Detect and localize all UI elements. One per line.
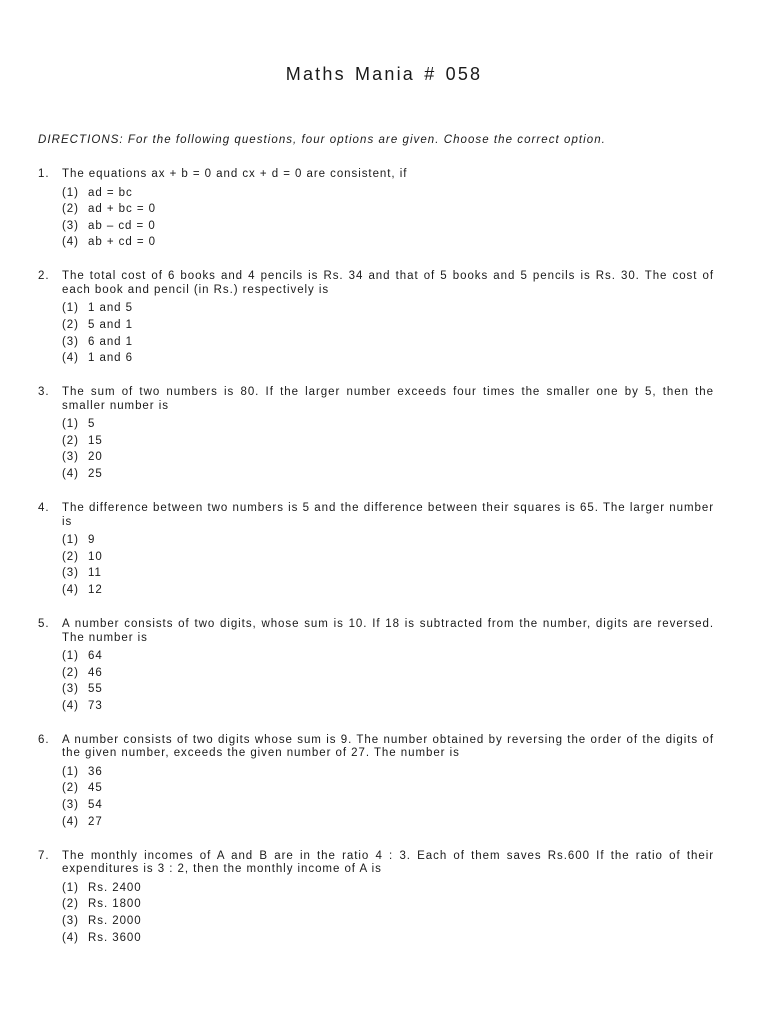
- answer-option: [62, 350, 714, 367]
- option-label: (2): [62, 550, 79, 563]
- option-label: (4): [62, 583, 79, 596]
- option-label: (4): [62, 352, 79, 365]
- option-text: Rs. 3600: [88, 931, 142, 944]
- option-text: Rs. 2000: [88, 914, 142, 927]
- answer-option: [62, 466, 714, 483]
- option-text: 25: [88, 468, 103, 481]
- option-text: 11: [88, 567, 102, 580]
- option-label: (2): [62, 318, 79, 331]
- option-text: ab + cd = 0: [88, 236, 156, 249]
- question-number: 3.: [38, 386, 50, 399]
- answer-option: [62, 880, 714, 897]
- answer-option: [62, 300, 714, 317]
- question-number: 4.: [38, 502, 50, 515]
- answer-option: [62, 896, 714, 913]
- question-number: 5.: [38, 618, 50, 630]
- answer-option: [62, 814, 714, 831]
- option-text: 1 and 6: [88, 352, 134, 365]
- option-text: 54: [88, 799, 103, 812]
- answer-option: [62, 764, 714, 781]
- answer-option: [62, 648, 714, 665]
- question-item: [38, 850, 714, 946]
- option-label: (1): [62, 765, 79, 778]
- option-label: (1): [62, 302, 79, 315]
- answer-option: [62, 681, 714, 698]
- answer-option: [62, 665, 714, 682]
- answer-option: [62, 780, 714, 797]
- option-text: 55: [88, 683, 103, 696]
- answer-option: [62, 201, 714, 218]
- option-text: 45: [88, 782, 103, 795]
- option-list: [62, 185, 714, 251]
- directions-text: DIRECTIONS: For the following questions, four options are given. Choose the correct option.: [38, 134, 606, 146]
- answer-option: [62, 532, 714, 549]
- question-item: [38, 270, 714, 366]
- option-label: (1): [62, 881, 79, 894]
- answer-option: [62, 317, 714, 334]
- question-item: [38, 386, 714, 482]
- question-item: [38, 618, 714, 714]
- option-text: Rs. 1800: [88, 898, 142, 911]
- answer-option: [62, 449, 714, 466]
- answer-option: [62, 185, 714, 202]
- page-title: Maths Mania # 058: [285, 64, 483, 84]
- option-label: (2): [62, 666, 79, 679]
- option-list: [62, 880, 714, 946]
- option-label: (1): [62, 650, 79, 662]
- option-label: (1): [62, 186, 79, 199]
- option-list: [62, 648, 714, 714]
- option-label: (3): [62, 799, 79, 812]
- option-text: 46: [88, 666, 103, 679]
- question-text: A number consists of two digits whose sum is 9. The number obtained by reversing the order of the digits of the given number, exceeds the given number of 27. The number is: [62, 733, 714, 760]
- answer-option: [62, 334, 714, 351]
- option-label: (2): [62, 898, 79, 911]
- answer-option: [62, 234, 714, 251]
- option-list: [62, 416, 714, 482]
- question-item: [38, 168, 714, 251]
- question-list: [38, 168, 714, 966]
- option-text: ad = bc: [88, 186, 133, 199]
- option-text: 73: [88, 699, 103, 712]
- option-text: 10: [88, 550, 103, 563]
- option-label: (2): [62, 203, 79, 216]
- option-text: Rs. 2400: [88, 881, 142, 894]
- question-item: [38, 502, 714, 598]
- option-text: ad + bc = 0: [88, 203, 156, 216]
- option-label: (3): [62, 683, 79, 696]
- option-text: 20: [88, 451, 103, 464]
- option-text: 5: [88, 418, 96, 431]
- answer-option: [62, 913, 714, 930]
- question-text: The total cost of 6 books and 4 pencils is Rs. 34 and that of 5 books and 5 pencils is Rs. 30. The cost of each book and pencil (in Rs.) respectively is: [62, 270, 714, 296]
- option-list: [62, 532, 714, 598]
- option-label: (4): [62, 468, 79, 481]
- answer-option: [62, 433, 714, 450]
- option-label: (2): [62, 782, 79, 795]
- answer-option: [62, 549, 714, 566]
- option-label: (4): [62, 236, 79, 249]
- question-number: 2.: [38, 270, 50, 283]
- option-text: 12: [88, 583, 103, 596]
- question-text: The equations ax + b = 0 and cx + d = 0 are consistent, if: [62, 168, 408, 180]
- option-label: (4): [62, 699, 79, 712]
- option-label: (4): [62, 815, 79, 828]
- option-label: (3): [62, 451, 79, 464]
- answer-option: [62, 930, 714, 947]
- question-number: 6.: [38, 733, 50, 746]
- answer-option: [62, 218, 714, 235]
- option-list: [62, 300, 714, 366]
- option-list: [62, 764, 714, 830]
- option-text: 15: [88, 434, 103, 447]
- answer-option: [62, 797, 714, 814]
- answer-option: [62, 416, 714, 433]
- option-label: (1): [62, 418, 79, 431]
- question-number: 1.: [38, 168, 50, 180]
- option-label: (2): [62, 434, 79, 447]
- option-text: 36: [88, 765, 103, 778]
- option-label: (4): [62, 931, 79, 944]
- question-number: 7.: [38, 849, 50, 862]
- option-label: (3): [62, 914, 79, 927]
- option-text: 64: [88, 650, 103, 662]
- question-text: The sum of two numbers is 80. If the larger number exceeds four times the smaller one by 5, then the smaller number is: [62, 386, 714, 412]
- option-label: (1): [62, 534, 79, 547]
- question-text: The difference between two numbers is 5 and the difference between their squares is 65. The larger number is: [62, 502, 714, 528]
- answer-option: [62, 582, 714, 599]
- option-text: 9: [88, 534, 96, 547]
- option-text: ab – cd = 0: [88, 219, 156, 232]
- option-text: 5 and 1: [88, 318, 134, 331]
- option-label: (3): [62, 567, 79, 580]
- option-text: 1 and 5: [88, 302, 134, 315]
- option-text: 6 and 1: [88, 335, 134, 348]
- question-text: A number consists of two digits, whose sum is 10. If 18 is subtracted from the number, digits are reversed. The number is: [62, 618, 714, 644]
- option-text: 27: [88, 815, 103, 828]
- question-text: The monthly incomes of A and B are in the ratio 4 : 3. Each of them saves Rs.600 If the ratio of their expenditures is 3 : 2, then the monthly income of A is: [62, 849, 714, 876]
- question-item: [38, 734, 714, 830]
- option-label: (3): [62, 335, 79, 348]
- option-label: (3): [62, 219, 79, 232]
- answer-option: [62, 698, 714, 715]
- answer-option: [62, 565, 714, 582]
